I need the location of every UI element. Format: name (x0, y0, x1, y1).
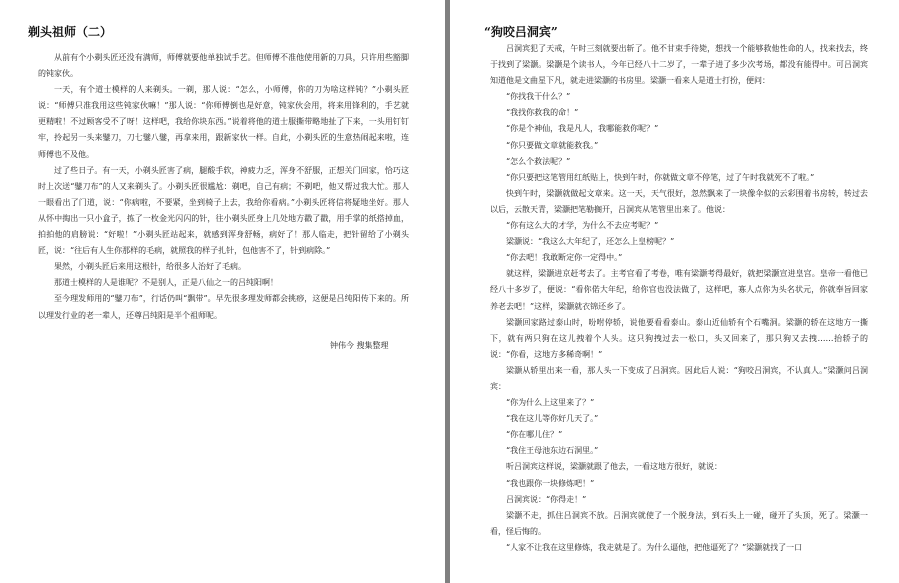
paragraph: 梁灏从轿里出来一看，那人头一下变成了吕洞宾。因此后人说：“狗咬吕洞宾，不认真人。”梁灏问吕洞宾： (490, 365, 868, 391)
paragraph: 吕洞宾说：“你得走！” (506, 494, 587, 504)
paragraph: 就这样，梁灏进京赶考去了。主考官看了考卷，唯有梁灏考得最好，就把梁灏宣进皇宫。皇帝一看他已经八十多岁了，便说：“看你偌大年纪，给你官也没法做了，这样吧，寡人点你为头名状元，你就奉旨回家养老去吧！”这样，梁灏就衣锦还乡了。 (490, 269, 868, 311)
paragraph: 一天，有个道士模样的人来剃头。一剃，那人说：“怎么，小师傅，你的刀为啥这样钝？”小剃头匠说：“师傅只准我用这些钝家伙嘛！”那人说：“你师傅倒也是好意，钝家伙会用，将来用锋利的，手艺就更精啦！不过顾客受不了呀！这样吧，我给你块东西。”说着将他的道士服撕带略地扯了下来，一头用钉钉牢，拎起另一头来鐾刀，刀七鐾八鐾，再拿来用，跟新家伙一样。自此，小剃头匠的生意热闹起来啦，连师傅也不及他。 (38, 85, 409, 159)
paragraph: 听吕洞宾这样说，梁灏就跟了他去，一看这地方很好，就说： (506, 462, 722, 472)
paragraph: “我住王母池东边石洞里。” (506, 446, 599, 456)
paragraph: 至今理发师用的“鐾刀布”，行话仍叫“飘带”。早先很多理发师都会挑痧，这便是吕纯阳传下来的。所以理发行业的老一辈人，还尊吕纯阳是半个祖师呢。 (38, 294, 409, 320)
left-page-body (38, 50, 409, 324)
paragraph: “我在这儿等你好几天了。” (506, 414, 599, 424)
collector-signature: 钟伟今 搜集整理 (330, 341, 389, 350)
paragraph: 从前有个小剃头匠还没有满师，师傅就要他单独试手艺。但师傅不准他使用新的刀具，只许用些豁脚的钝家伙。 (38, 53, 409, 79)
right-page (450, 0, 899, 583)
left-page (0, 0, 445, 583)
paragraph: “你去吧！我敢断定你一定得中。” (506, 253, 623, 263)
paragraph: 快到午时，梁灏就做起文章来。这一天，天气很好，忽然飘来了一块像伞似的云彩围着书房转，转过去以后，云散天青，梁灏把笔勒搁开，吕洞宾从笔管里出来了。他说： (490, 188, 868, 214)
paragraph: 那道士模样的人是谁呢？不是别人，正是八仙之一的吕纯阳啊！ (54, 278, 278, 288)
paragraph: “我找你救我的命！” (506, 108, 579, 118)
paragraph: “我也跟你一块修炼吧！” (506, 478, 595, 488)
paragraph: “人家不让我在这里修炼，我走就是了。为什么逼他，把他逼死了？”梁灏就找了一口 (506, 542, 803, 552)
paragraph: 梁灏回家路过泰山时，吩咐停轿，说他要看看泰山。泰山近仙轿有个石嘴洞。梁灏的轿在这地方一撕下，就有两只狗在这儿拽着个人头。这只狗拽过去一松口，头又回来了，那只狗又去拽……抬轿子的说：“你看，这地方多稀奇啊！” (490, 317, 868, 359)
paragraph: 梁灏说：“我这么大年纪了，还怎么上皇榜呢？” (506, 237, 675, 247)
right-page-body (490, 41, 868, 556)
paragraph: “怎么个救法呢？” (506, 156, 571, 166)
paragraph: 梁灏不走，抓住吕洞宾不放。吕洞宾就使了一个脱身法，到石头上一碰，碰开了头顶，死了。梁灏一看，怪后悔的。 (490, 510, 868, 536)
paragraph: 吕洞宾犯了天戒，午时三刻就要出斩了。他不甘束手待毙，想找一个能够救他性命的人，找来找去，终于找到了梁灏。梁灏是个读书人，今年已经八十二岁了，一辈子进了多少次考场，都没有能得中。可吕洞宾知道他是文曲星下凡，就走进梁灏的书房里。梁灏一看来人是道士打扮，便问： (490, 44, 868, 86)
right-page-title: “狗咬吕洞宾” (484, 25, 558, 39)
paragraph: 过了些日子。有一天，小剃头匠害了病，腿酸手软，神疲力乏，浑身不舒服，正想关门回家，恰巧这时上次送“鐾刀布”的人又来剃头了。小剃头匠很尴尬：剃吧，自己有病；不剃吧，他又帮过我大忙。那人一眼看出了门道，说：“你病啦，不要紧，坐到椅子上去，我给你看病。”小剃头匠将信将疑地坐好。那人从怀中掏出一只小盒子，拣了一枚金光闪闪的针，往小剃头匠身上几处地方戳了戳，用手掌的纸搭掉血，拍拍他的肩膀说：“好啦！”小剃头匠站起来，就感到浑身舒畅，病好了！那人临走，把针留给了小剃头匠，说：“往后有人生你那样的毛病，就照我的样子扎针，包他害不了，针到病除。” (38, 165, 409, 256)
left-page-title: 剃头祖师（二） (28, 25, 113, 39)
paragraph: “你只要把这笔管用红纸贴上，快到午时，你就做文章不停笔，过了午时我就死不了啦。” (506, 172, 815, 182)
paragraph: “你找我干什么？” (506, 92, 571, 102)
paragraph: 果然，小剃头匠后来用这根针，给很多人治好了毛病。 (54, 262, 246, 272)
paragraph: “你在哪儿住？” (506, 430, 563, 440)
paragraph: “你有这么大的才学，为什么不去应考呢？” (506, 221, 659, 231)
paragraph: “你是个神仙，我是凡人，我哪能救你呢？” (506, 124, 659, 134)
paragraph: “你为什么上这里来了？” (506, 398, 595, 408)
paragraph: “你只要做文章就能救我。” (506, 140, 599, 150)
